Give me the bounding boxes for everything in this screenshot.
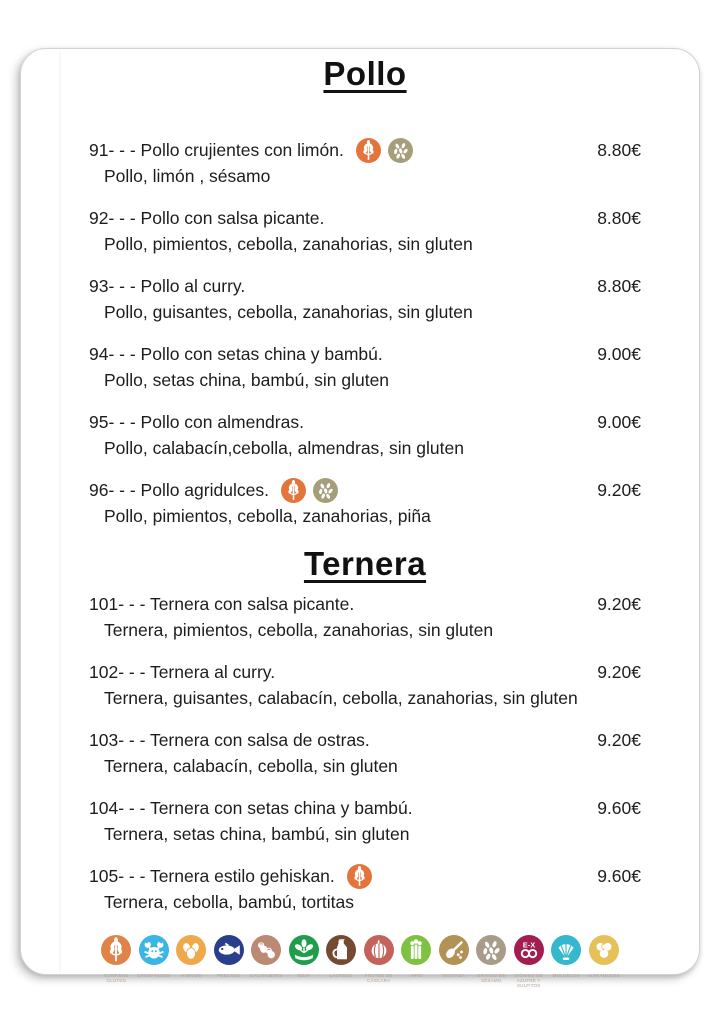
item-price: 9.60€ bbox=[597, 866, 641, 886]
menu-page bbox=[21, 49, 699, 988]
menu-item bbox=[89, 409, 641, 461]
allergen-icon-wrap bbox=[401, 935, 431, 970]
item-ingredients: Pollo, pimientos, cebolla, zanahorias, piña bbox=[104, 506, 431, 526]
item-allergen-icons bbox=[356, 138, 413, 163]
allergen-wheat-icon bbox=[101, 935, 131, 965]
item-ingredients: Ternera, setas china, bambú, sin gluten bbox=[104, 824, 410, 844]
item-title-row bbox=[89, 205, 597, 231]
allergen-milk-icon bbox=[326, 935, 356, 965]
item-title-row bbox=[89, 727, 597, 753]
allergen-item bbox=[510, 935, 548, 988]
menu-item bbox=[89, 727, 641, 779]
menu-item bbox=[89, 205, 641, 257]
allergen-icon-wrap bbox=[514, 935, 544, 970]
item-ingredients: Pollo, guisantes, cebolla, zanahorias, sin gluten bbox=[104, 302, 473, 322]
section-items bbox=[89, 137, 641, 529]
item-ingredients: Pollo, calabacín,cebolla, almendras, sin gluten bbox=[104, 438, 464, 458]
item-name: 91- - - Pollo crujientes con limón. bbox=[89, 140, 344, 160]
item-name: 103- - - Ternera con salsa de ostras. bbox=[89, 730, 370, 750]
item-price: 8.80€ bbox=[597, 276, 641, 296]
allergen-icon-wrap bbox=[589, 935, 619, 970]
menu-section-pollo bbox=[89, 55, 641, 529]
item-title-row bbox=[89, 863, 597, 889]
allergen-label: SOJA bbox=[297, 973, 311, 978]
item-main bbox=[89, 795, 597, 847]
allergen-soy-icon bbox=[289, 935, 319, 965]
item-name: 104- - - Ternera con setas china y bambú. bbox=[89, 798, 413, 818]
allergen-item bbox=[285, 935, 323, 988]
item-name: 92- - - Pollo con salsa picante. bbox=[89, 208, 325, 228]
allergen-crab-icon bbox=[139, 935, 169, 965]
menu-item bbox=[89, 591, 641, 643]
item-main bbox=[89, 137, 597, 189]
allergen-label: CONTIENE GLUTEN bbox=[103, 973, 129, 983]
allergen-item bbox=[435, 935, 473, 988]
section-items bbox=[89, 591, 641, 915]
allergen-label: PESCADO bbox=[217, 973, 241, 978]
item-name: 95- - - Pollo con almendras. bbox=[89, 412, 304, 432]
allergen-item bbox=[98, 935, 136, 988]
section-title: Ternera bbox=[303, 545, 427, 582]
allergen-icon-wrap bbox=[476, 935, 506, 970]
allergen-label: HUEVOS bbox=[181, 973, 202, 978]
allergen-label: APIO bbox=[410, 973, 423, 978]
allergen-icon-wrap bbox=[214, 935, 244, 970]
allergen-item bbox=[473, 935, 511, 988]
allergen-legend bbox=[21, 935, 699, 988]
allergen-label: LÁCTEOS bbox=[330, 973, 353, 978]
item-title-row bbox=[89, 477, 597, 503]
item-price: 9.20€ bbox=[597, 662, 641, 682]
item-name: 96- - - Pollo agridulces. bbox=[89, 480, 269, 500]
allergen-label: CRUSTÁCEOS bbox=[137, 973, 171, 978]
item-main bbox=[89, 591, 597, 643]
gluten-icon bbox=[281, 478, 306, 503]
sulfites-badge-text: E-X bbox=[522, 940, 536, 950]
item-main bbox=[89, 205, 597, 257]
menu-item bbox=[89, 137, 641, 189]
menu-item bbox=[89, 863, 641, 915]
allergen-icon-wrap bbox=[101, 935, 131, 970]
allergen-item bbox=[548, 935, 586, 988]
allergen-label: CACAHUETES bbox=[249, 973, 283, 978]
item-main bbox=[89, 477, 597, 529]
item-main bbox=[89, 409, 597, 461]
item-main bbox=[89, 341, 597, 393]
item-name: 102- - - Ternera al curry. bbox=[89, 662, 276, 682]
allergen-label: MOSTAZA bbox=[442, 973, 466, 978]
menu-item bbox=[89, 659, 641, 711]
allergen-lupin-icon bbox=[589, 935, 619, 965]
allergen-label: ALTRAMUCES bbox=[587, 973, 620, 978]
item-name: 93- - - Pollo al curry. bbox=[89, 276, 246, 296]
item-title-row bbox=[89, 341, 597, 367]
item-name: 94- - - Pollo con setas china y bambú. bbox=[89, 344, 383, 364]
allergen-label: GRANOS DE SÉSAMO bbox=[476, 973, 506, 983]
gluten-icon bbox=[356, 138, 381, 163]
allergen-label: DIÓXIDO DE AZUFRE Y SULFITOS bbox=[514, 973, 543, 988]
allergen-item bbox=[248, 935, 286, 988]
gluten-icon bbox=[347, 864, 372, 889]
allergen-label: MOLUSCOS bbox=[552, 973, 580, 978]
sesame-icon bbox=[313, 478, 338, 503]
item-title-row bbox=[89, 409, 597, 435]
item-title-row bbox=[89, 659, 597, 685]
allergen-item bbox=[398, 935, 436, 988]
menu-item bbox=[89, 341, 641, 393]
allergen-icon-wrap bbox=[139, 935, 169, 970]
sesame-icon bbox=[388, 138, 413, 163]
item-price: 8.80€ bbox=[597, 208, 641, 228]
item-name: 105- - - Ternera estilo gehiskan. bbox=[89, 866, 335, 886]
item-ingredients: Ternera, pimientos, cebolla, zanahorias, sin gluten bbox=[104, 620, 494, 640]
allergen-sesame-icon bbox=[476, 935, 506, 965]
menu-item bbox=[89, 795, 641, 847]
item-price: 9.20€ bbox=[597, 730, 641, 750]
item-main bbox=[89, 727, 597, 779]
item-title-row bbox=[89, 137, 597, 163]
allergen-icon-wrap bbox=[551, 935, 581, 970]
menu-section-ternera bbox=[89, 545, 641, 915]
item-price: 9.20€ bbox=[597, 480, 641, 500]
menu-item bbox=[89, 273, 641, 325]
item-name: 101- - - Ternera con salsa picante. bbox=[89, 594, 355, 614]
allergen-icon-wrap bbox=[364, 935, 394, 970]
item-main bbox=[89, 659, 597, 711]
item-price: 9.60€ bbox=[597, 798, 641, 818]
allergen-icon-wrap bbox=[251, 935, 281, 970]
item-price: 9.00€ bbox=[597, 344, 641, 364]
item-price: 9.00€ bbox=[597, 412, 641, 432]
item-ingredients: Pollo, setas china, bambú, sin gluten bbox=[104, 370, 390, 390]
allergen-item bbox=[323, 935, 361, 988]
allergen-item bbox=[173, 935, 211, 988]
item-allergen-icons bbox=[347, 864, 372, 889]
allergen-fish-icon bbox=[214, 935, 244, 965]
allergen-peanuts-icon bbox=[251, 935, 281, 965]
item-allergen-icons bbox=[281, 478, 338, 503]
menu-card bbox=[20, 48, 700, 988]
item-ingredients: Pollo, pimientos, cebolla, zanahorias, sin gluten bbox=[104, 234, 473, 254]
allergen-sulfites-icon bbox=[514, 935, 544, 965]
allergen-eggs-icon bbox=[176, 935, 206, 965]
allergen-icon-wrap bbox=[289, 935, 319, 970]
item-ingredients: Ternera, guisantes, calabacín, cebolla, zanahorias, sin gluten bbox=[104, 688, 578, 708]
allergen-icon-wrap bbox=[439, 935, 469, 970]
section-title: Pollo bbox=[323, 55, 407, 92]
item-title-row bbox=[89, 591, 597, 617]
item-price: 8.80€ bbox=[597, 140, 641, 160]
item-main bbox=[89, 273, 597, 325]
item-title-row bbox=[89, 273, 597, 299]
allergen-walnut-icon bbox=[364, 935, 394, 965]
allergen-item bbox=[360, 935, 398, 988]
item-main bbox=[89, 863, 597, 915]
item-ingredients: Pollo, limón , sésamo bbox=[104, 166, 271, 186]
menu-item bbox=[89, 477, 641, 529]
item-title-row bbox=[89, 795, 597, 821]
allergen-label: FRUTOS DE CÁSCARA bbox=[364, 973, 393, 983]
allergen-icon-wrap bbox=[326, 935, 356, 970]
allergen-shell-icon bbox=[551, 935, 581, 965]
allergen-item bbox=[210, 935, 248, 988]
allergen-celery-icon bbox=[401, 935, 431, 965]
item-ingredients: Ternera, cebolla, bambú, tortitas bbox=[104, 892, 354, 912]
allergen-icon-wrap bbox=[176, 935, 206, 970]
item-ingredients: Ternera, calabacín, cebolla, sin gluten bbox=[104, 756, 398, 776]
allergen-item bbox=[135, 935, 173, 988]
allergen-mustard-icon bbox=[439, 935, 469, 965]
item-price: 9.20€ bbox=[597, 594, 641, 614]
menu-sections bbox=[89, 55, 641, 915]
allergen-item bbox=[585, 935, 623, 988]
